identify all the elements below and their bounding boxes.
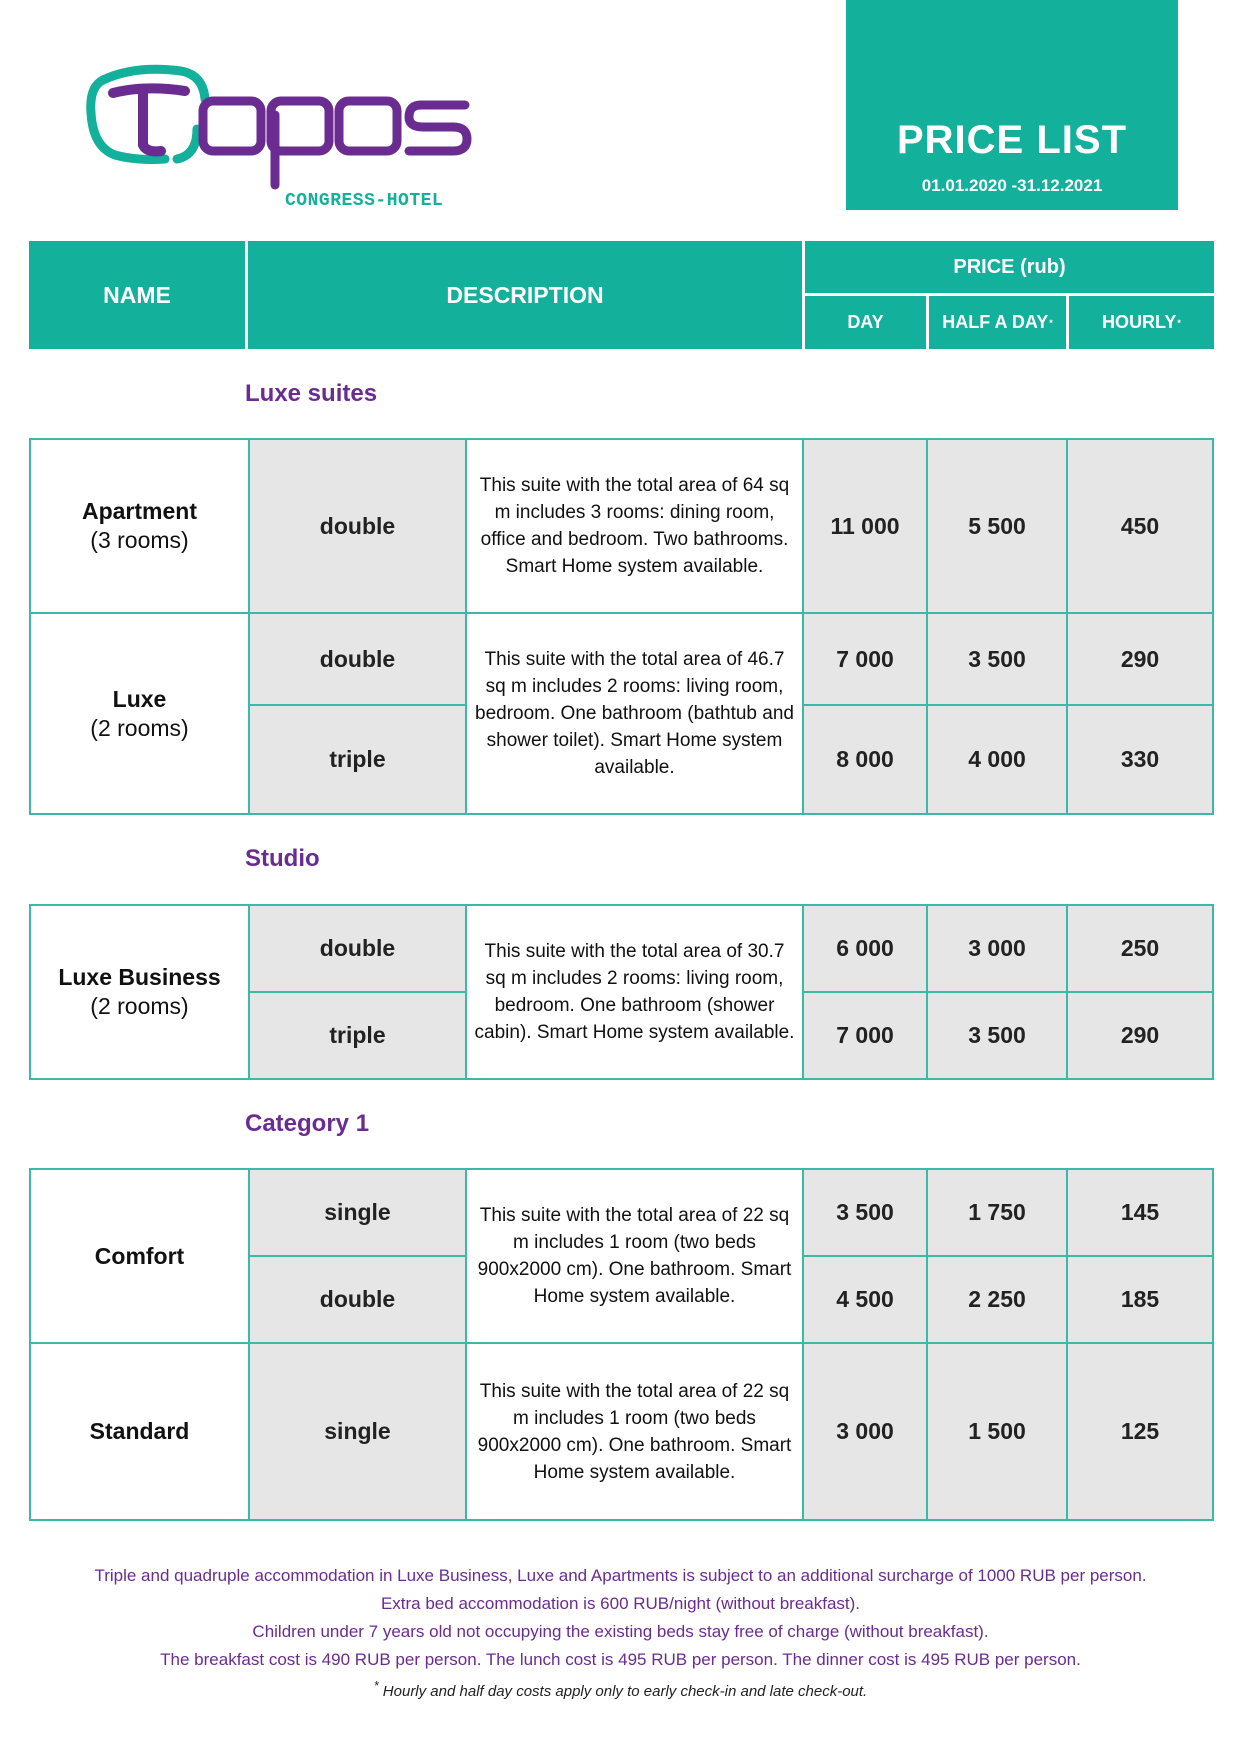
price-day: 3 500: [836, 1199, 894, 1225]
price-half-day: 4 000: [968, 746, 1026, 772]
grid-line: [250, 1255, 465, 1257]
header-description: DESCRIPTION: [248, 241, 802, 349]
price-half-day: 2 250: [968, 1286, 1026, 1312]
price-half-day: 3 000: [968, 935, 1026, 961]
grid-line: [926, 440, 928, 813]
luxe-suites-table: [29, 438, 1214, 815]
hotel-logo: [85, 55, 485, 220]
grid-line: [250, 704, 465, 706]
price-hourly: 290: [1120, 1022, 1160, 1048]
table-header: [29, 241, 1214, 349]
price-hourly: 145: [1120, 1199, 1160, 1225]
grid-line: [804, 704, 1212, 706]
price-half-day: 3 500: [968, 1022, 1026, 1048]
room-name-apartment: Apartment (3 rooms): [31, 440, 248, 612]
grid-line: [465, 440, 467, 813]
price-list-title: PRICE LIST: [896, 118, 1128, 162]
note-children: Children under 7 years old not occupying the existing beds stay free of charge (without breakfast).: [252, 1622, 989, 1641]
grid-line: [31, 1342, 1212, 1344]
section-title-studio: Studio: [245, 845, 320, 872]
grid-line: [802, 1170, 804, 1519]
section-title-luxe-suites: Luxe suites: [245, 380, 378, 407]
grid-line: [465, 1170, 467, 1519]
price-list-banner: [846, 0, 1178, 210]
grid-line: [31, 612, 1212, 614]
room-description: This suite with the total area of 30.7 sq m includes 2 rooms: living room, bedroom. One bathroom (shower cabin). Smart Home system available.: [467, 906, 802, 1078]
price-day: 3 000: [836, 1418, 894, 1444]
room-type: triple: [329, 746, 386, 772]
category-1-table: [29, 1168, 1214, 1521]
room-type: double: [319, 1286, 396, 1312]
price-day: 4 500: [836, 1286, 894, 1312]
grid-line: [250, 991, 465, 993]
price-hourly: 330: [1120, 746, 1160, 772]
grid-line: [248, 1170, 250, 1519]
grid-line: [804, 991, 1212, 993]
studio-table: [29, 904, 1214, 1080]
header-name: NAME: [29, 241, 245, 349]
price-day: 11 000: [830, 512, 900, 539]
room-type: single: [324, 1199, 391, 1225]
header-half-day: HALF A DAY *: [929, 296, 1066, 349]
room-type: single: [324, 1418, 391, 1444]
room-name-luxe-business: Luxe Business (2 rooms): [31, 906, 248, 1078]
room-name-standard: Standard: [31, 1344, 248, 1519]
grid-line: [465, 906, 467, 1078]
price-half-day: 1 750: [968, 1199, 1026, 1225]
section-title-category-1: Category 1: [245, 1110, 370, 1137]
note-extra-bed: Extra bed accommodation is 600 RUB/night (without breakfast).: [380, 1594, 861, 1613]
room-name-luxe: Luxe (2 rooms): [31, 614, 248, 813]
grid-line: [1066, 1170, 1068, 1519]
grid-line: [802, 440, 804, 813]
price-day: 8 000: [836, 746, 894, 772]
room-name-comfort: Comfort: [31, 1170, 248, 1342]
header-day: DAY: [805, 296, 926, 349]
room-description: This suite with the total area of 64 sq m includes 3 rooms: dining room, office and bedroom. Two bathrooms. Smart Home system available.: [467, 440, 802, 612]
logo-subtitle: CONGRESS-HOTEL: [285, 191, 444, 211]
price-hourly: 290: [1120, 645, 1160, 672]
price-hourly: 250: [1120, 935, 1160, 961]
note-meals: The breakfast cost is 490 RUB per person. The lunch cost is 495 RUB per person. The dinner cost is 495 RUB per person.: [160, 1650, 1081, 1669]
price-half-day: 3 500: [968, 645, 1026, 672]
room-description: This suite with the total area of 22 sq m includes 1 room (two beds 900x2000 cm). One bathroom. Smart Home system available.: [467, 1344, 802, 1519]
price-hourly: 450: [1120, 512, 1160, 539]
room-description: This suite with the total area of 46.7 sq m includes 2 rooms: living room, bedroom. One bathroom (bathtub and shower toilet). Smart Home system available.: [467, 614, 802, 813]
price-day: 6 000: [836, 935, 894, 961]
room-type: triple: [329, 1022, 386, 1048]
footnote: * Hourly and half day costs apply only to early check-in and late check-out.: [373, 1679, 868, 1700]
room-type: double: [319, 935, 396, 961]
price-hourly: 185: [1120, 1286, 1160, 1312]
price-hourly: 125: [1120, 1418, 1160, 1444]
room-description: This suite with the total area of 22 sq m includes 1 room (two beds 900x2000 cm). One bathroom. Smart Home system available.: [467, 1170, 802, 1342]
price-half-day: 5 500: [968, 512, 1026, 539]
header-price: PRICE (rub): [805, 241, 1214, 293]
price-half-day: 1 500: [968, 1418, 1026, 1444]
grid-line: [1066, 440, 1068, 813]
grid-line: [248, 440, 250, 813]
room-type: double: [319, 645, 396, 672]
header-hourly: HOURLY *: [1069, 296, 1214, 349]
price-list-dates: 01.01.2020 -31.12.2021: [921, 176, 1103, 195]
price-day: 7 000: [836, 645, 894, 672]
footer-notes: [20, 1562, 1221, 1704]
grid-line: [804, 1255, 1212, 1257]
price-day: 7 000: [836, 1022, 894, 1048]
room-type: double: [319, 512, 396, 539]
topos-logo-icon: [85, 55, 485, 220]
note-surcharge: Triple and quadruple accommodation in Luxe Business, Luxe and Apartments is subject to an additional surcharge of 1000 RUB per person.: [94, 1566, 1147, 1585]
grid-line: [926, 1170, 928, 1519]
